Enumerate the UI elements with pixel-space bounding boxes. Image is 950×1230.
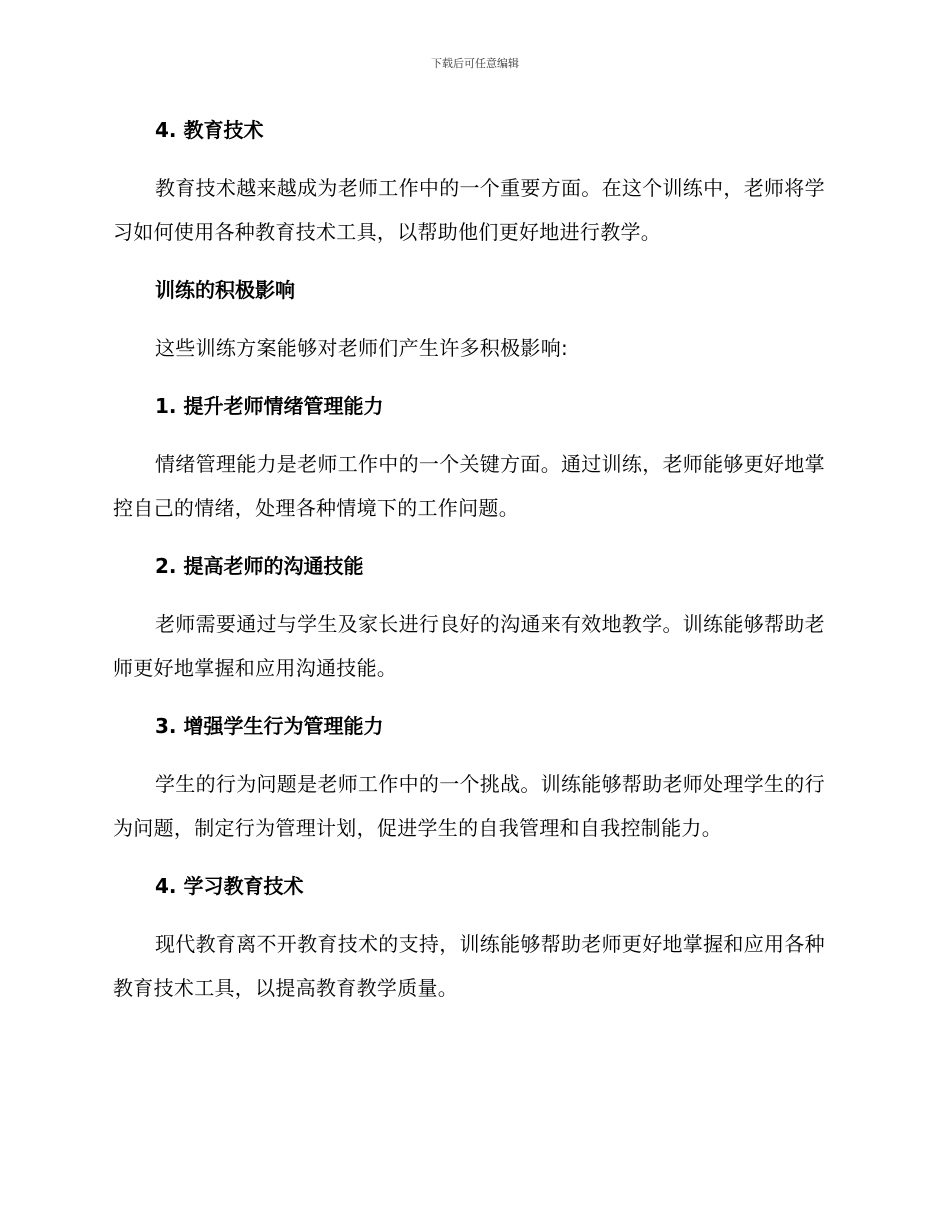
paragraph-emotion-management: 情绪管理能力是老师工作中的一个关键方面。通过训练，老师能够更好地掌控自己的情绪，处理各种情境下的工作问题。 <box>113 452 825 520</box>
paragraph-education-technology: 教育技术越来越成为老师工作中的一个重要方面。在这个训练中，老师将学习如何使用各种教育技术工具，以帮助他们更好地进行教学。 <box>113 176 825 244</box>
section-heading-behavior-management: 3. 增强学生行为管理能力 <box>155 714 384 738</box>
section-heading-positive-impact: 训练的积极影响 <box>155 278 295 302</box>
section-heading-emotion-management: 1. 提升老师情绪管理能力 <box>155 394 384 418</box>
section-heading-communication-skills: 2. 提高老师的沟通技能 <box>155 554 364 578</box>
section-heading-education-technology: 4. 教育技术 <box>155 118 264 142</box>
paragraph-communication-skills: 老师需要通过与学生及家长进行良好的沟通来有效地教学。训练能够帮助老师更好地掌握和应用沟通技能。 <box>113 612 825 680</box>
section-heading-learn-education-technology: 4. 学习教育技术 <box>155 874 304 898</box>
paragraph-positive-impact-intro: 这些训练方案能够对老师们产生许多积极影响: <box>155 336 569 360</box>
paragraph-learn-education-technology: 现代教育离不开教育技术的支持，训练能够帮助老师更好地掌握和应用各种教育技术工具，以提高教育教学质量。 <box>113 932 825 1000</box>
page-header-watermark: 下载后可任意编辑 <box>431 57 519 70</box>
paragraph-behavior-management: 学生的行为问题是老师工作中的一个挑战。训练能够帮助老师处理学生的行为问题，制定行为管理计划，促进学生的自我管理和自我控制能力。 <box>113 772 825 840</box>
document-body <box>113 108 837 1024</box>
